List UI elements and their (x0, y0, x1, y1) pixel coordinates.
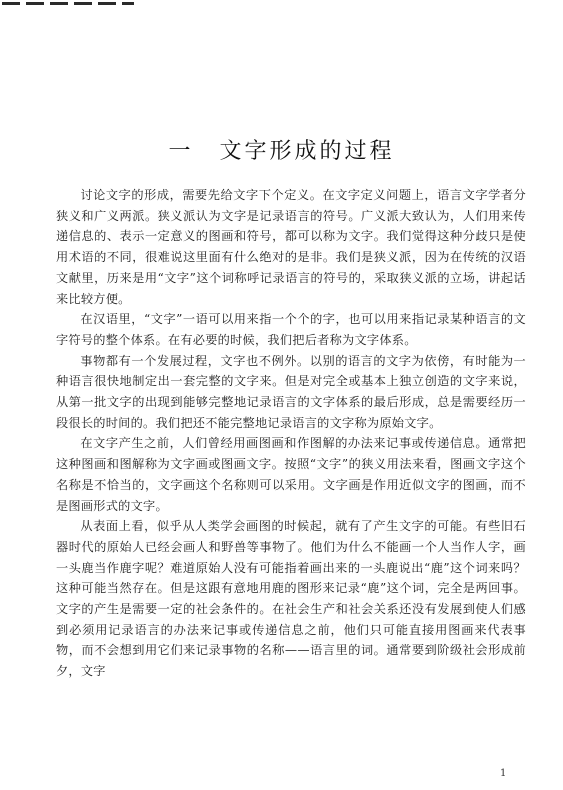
paragraph-term-usage: 在汉语里，“文字”一语可以用来指一个个的字，也可以用来指记录某种语言的文字符号的整个体系。在有必要的时候，我们把后者称为文字体系。 (56, 312, 526, 347)
body-text (56, 185, 526, 682)
chapter-number: 一 (168, 139, 194, 164)
scan-mark (74, 2, 92, 5)
scan-mark (2, 2, 20, 5)
paragraph-development: 事物都有一个发展过程，文字也不例外。以别的语言的文字为依傍，有时能为一种语言很快地制定出一套完整的文字来。但是对完全或基本上独立创造的文字来说，从第一批文字的出现到能够完整地记录语言的文字体系的最后形成，总是需要经历一段很长的时间的。我们把还不能完整地记录语言的文字称为原始文字。 (56, 353, 526, 430)
scan-mark (98, 2, 116, 5)
scan-mark (50, 2, 68, 5)
scan-edge-marks (0, 0, 563, 8)
chapter-title: 文字形成的过程 (219, 139, 395, 164)
paragraph-origins: 从表面上看，似乎从人类学会画图的时候起，就有了产生文字的可能。有些旧石器时代的原始人已经会画人和野兽等事物了。他们为什么不能画一个人当作人字，画一头鹿当作鹿字呢？难道原始人没有可能指着画出来的一头鹿说出“鹿”这个词来吗？这种可能当然存在。但是这跟有意地用鹿的图形来记录“鹿”这个词，完全是两回事。文字的产生是需要一定的社会条件的。在社会生产和社会关系还没有发展到使人们感到必须用记录语言的办法来记事或传递信息之前，他们只可能直接用图画来代表事物，而不会想到用它们来记录事物的名称——语言里的词。通常要到阶级社会形成前夕，文字 (56, 519, 526, 679)
paragraph-definition: 讨论文字的形成，需要先给文字下个定义。在文字定义问题上，语言文字学者分狭义和广义两派。狭义派认为文字是记录语言的符号。广义派大致认为，人们用来传递信息的、表示一定意义的图画和符号，都可以称为文字。我们觉得这种分歧只是使用术语的不同，很难说这里面有什么绝对的是非。我们是狭义派，因为在传统的汉语文献里，历来是用“文字”这个词称呼记录语言的符号的，采取狭义派的立场，讲起话来比较方便。 (56, 188, 526, 306)
scan-mark (122, 2, 134, 5)
paragraph-picture-writing: 在文字产生之前，人们曾经用画图画和作图解的办法来记事或传递信息。通常把这种图画和图解称为文字画或图画文字。按照“文字”的狭义用法来看，图画文字这个名称是不恰当的，文字画这个名称则可以采用。文字画是作用近似文字的图画，而不是图画形式的文字。 (56, 436, 526, 513)
scan-mark (26, 2, 44, 5)
chapter-heading (0, 134, 563, 165)
page-number: 1 (500, 768, 507, 779)
